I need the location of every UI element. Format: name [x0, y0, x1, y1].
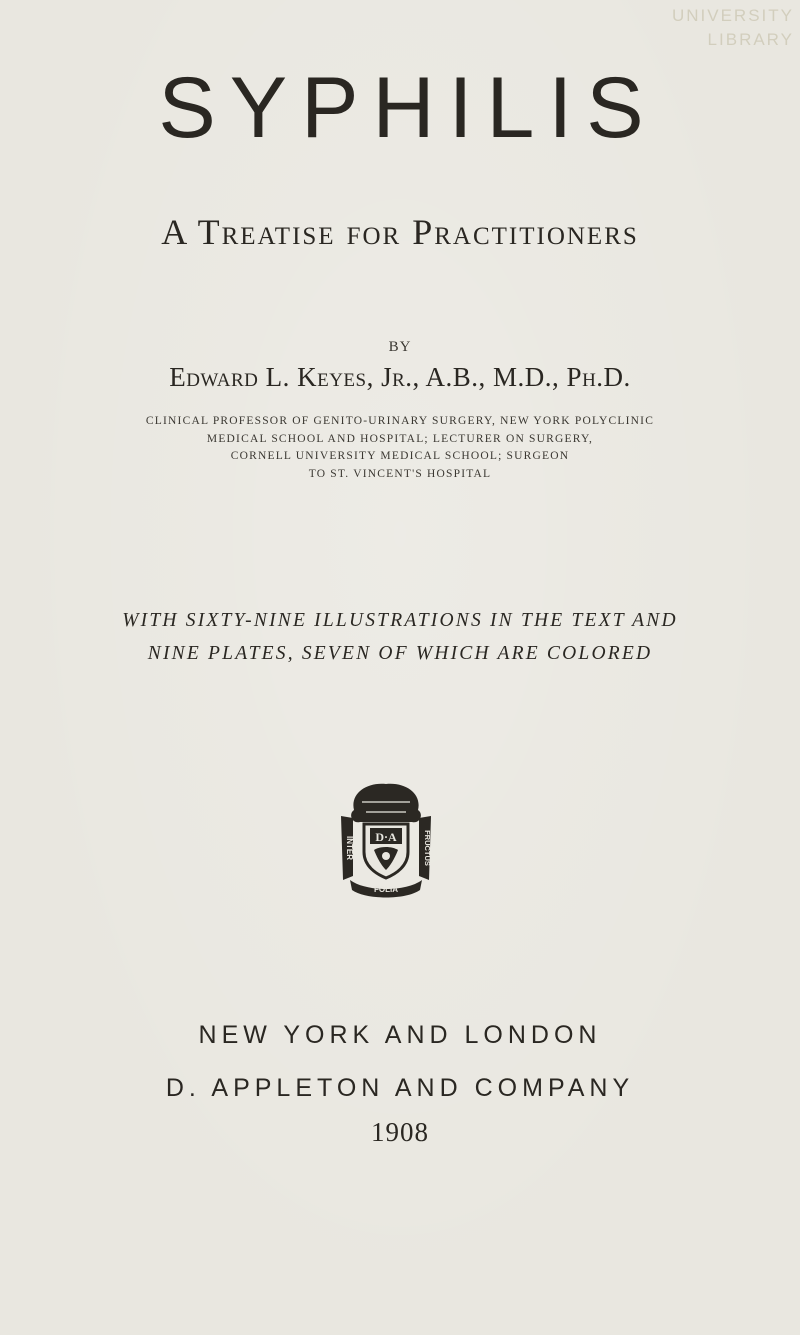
emblem-tree-icon: [351, 784, 421, 822]
book-subtitle: A Treatise for Practitioners: [161, 212, 639, 252]
affiliation-line: CORNELL UNIVERSITY MEDICAL SCHOOL; SURGEON: [230, 450, 570, 462]
author-affiliation: [0, 413, 800, 483]
stamp-line-2: LIBRARY: [707, 30, 794, 49]
emblem-motto-right: FRUCTUS: [423, 830, 432, 866]
publication-year: 1908: [371, 1117, 429, 1147]
stamp-line-1: UNIVERSITY: [671, 6, 794, 25]
illustrations-note: [0, 604, 800, 670]
emblem-letters: D·A: [375, 830, 397, 844]
illustrations-line: WITH SIXTY-NINE ILLUSTRATIONS IN THE TEXT AND: [122, 610, 678, 631]
author-name: Edward L. Keyes, Jr., A.B., M.D., Ph.D.: [169, 362, 631, 392]
affiliation-line: MEDICAL SCHOOL AND HOSPITAL; LECTURER ON SURGERY,: [206, 432, 594, 445]
illustrations-line: NINE PLATES, SEVEN OF WHICH ARE COLORED: [147, 643, 653, 664]
book-title: SYPHILIS: [158, 60, 658, 156]
publication-place: NEW YORK AND LONDON: [198, 1021, 602, 1049]
by-line: BY: [388, 339, 412, 355]
affiliation-line: CLINICAL PROFESSOR OF GENITO-URINARY SURGERY, NEW YORK POLYCLINIC: [145, 415, 655, 427]
library-stamp: [624, 4, 794, 52]
affiliation-line: TO ST. VINCENT'S HOSPITAL: [308, 467, 492, 480]
emblem-motto-bottom: FOLIA: [374, 885, 398, 894]
publisher-name: D. APPLETON AND COMPANY: [165, 1074, 635, 1102]
publisher-emblem-icon: [336, 780, 436, 900]
emblem-motto-left: INTER: [345, 836, 354, 860]
